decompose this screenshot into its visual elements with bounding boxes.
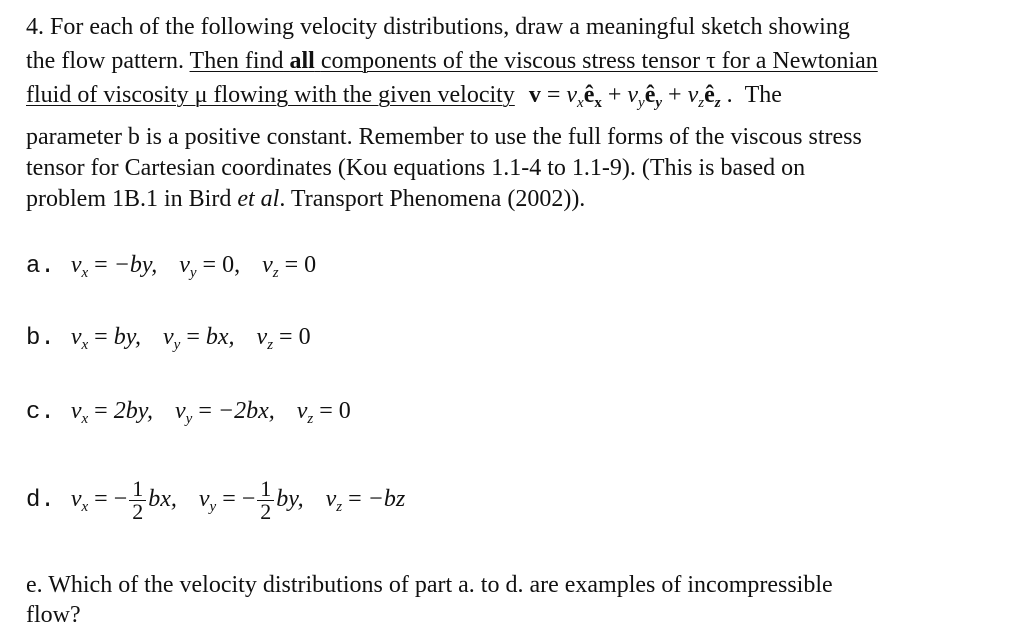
part-b-label: b.: [26, 325, 55, 352]
problem-line-2: [26, 46, 878, 76]
part-b-vy: bx,: [205, 324, 235, 350]
instruction-part-a: Then find: [189, 48, 284, 74]
question-e-line-1: [26, 570, 833, 600]
problem-text-4: parameter b is a positive constant. Remember to use the full forms of the viscous stress: [26, 124, 862, 150]
velocity-vector-expression: $v = v_xê_x$ + $v_yê_y$ + $v_zê_z$ .: [528, 82, 739, 111]
problem-line-1: [26, 12, 850, 42]
part-d: d. $v_x$ = − $\frac{1}{2}$ bx, $v_y$ = − $\frac{1}{2}$ by, $v_z = -bz$: [26, 476, 406, 524]
part-c-label: c.: [26, 399, 55, 426]
part-c-vy: −2bx,: [217, 398, 275, 424]
problem-number: 4.: [26, 14, 44, 40]
part-d-vx-fraction: [129, 478, 146, 523]
part-c-vz: 0: [338, 398, 351, 424]
problem-line-4: [26, 122, 862, 152]
problem-line-3: [26, 80, 782, 110]
problem-text-6a: problem 1B.1 in Bird: [26, 186, 232, 212]
part-a-label: a.: [26, 253, 55, 280]
part-d-vx-tail: bx,: [148, 486, 177, 513]
part-a-vz: 0: [304, 252, 317, 278]
part-b-vx: by,: [113, 324, 142, 350]
part-b-vz: 0: [298, 324, 311, 350]
problem-text-1: For each of the following velocity distributions, draw a meaningful sketch showing: [50, 14, 850, 40]
part-d-vx-num: 1: [129, 478, 146, 501]
problem-text-3-tail: The: [744, 82, 782, 108]
part-a: a. $v_x = -by$, $v_y = 0$, $v_z = 0$: [26, 252, 317, 281]
underlined-instruction: [190, 48, 878, 74]
problem-text-6-em: et al: [237, 186, 280, 212]
problem-text-5: tensor for Cartesian coordinates (Kou equations 1.1-4 to 1.1-9). (This is based on: [26, 155, 806, 181]
part-d-vy-fraction: [257, 478, 274, 523]
underlined-fluid-text: fluid of viscosity μ flowing with the given velocity: [26, 82, 515, 108]
problem-line-5: [26, 153, 805, 183]
part-a-vy: 0,: [222, 252, 241, 278]
question-e-line-2: [26, 600, 81, 630]
part-d-vy-den: 2: [260, 499, 272, 524]
part-d-vy-num: 1: [257, 478, 274, 501]
question-e-text-1: e. Which of the velocity distributions of part a. to d. are examples of incompressible: [26, 572, 833, 598]
problem-text-2-plain: the flow pattern.: [26, 48, 184, 74]
problem-text-6b: . Transport Phenomena (2002)).: [279, 186, 586, 212]
part-c-vx: 2by,: [113, 398, 154, 424]
part-d-label: d.: [26, 487, 55, 515]
part-b: b. $v_x$ = by, $v_y$ = bx, $v_z = 0$: [26, 324, 311, 353]
part-d-vz: −bz: [367, 486, 406, 513]
part-d-vx-den: 2: [132, 499, 144, 524]
instruction-part-b: components of the viscous stress tensor τ for a Newtonian: [320, 48, 878, 74]
instruction-bold-all: all: [289, 48, 315, 74]
part-a-vx: −by,: [113, 252, 158, 278]
part-c: c. $v_x = 2by$, $v_y = -2bx$, $v_z = 0$: [26, 398, 351, 427]
part-d-vy-tail: by,: [276, 486, 304, 513]
problem-line-6: [26, 184, 585, 214]
question-e-text-2: flow?: [26, 602, 81, 628]
